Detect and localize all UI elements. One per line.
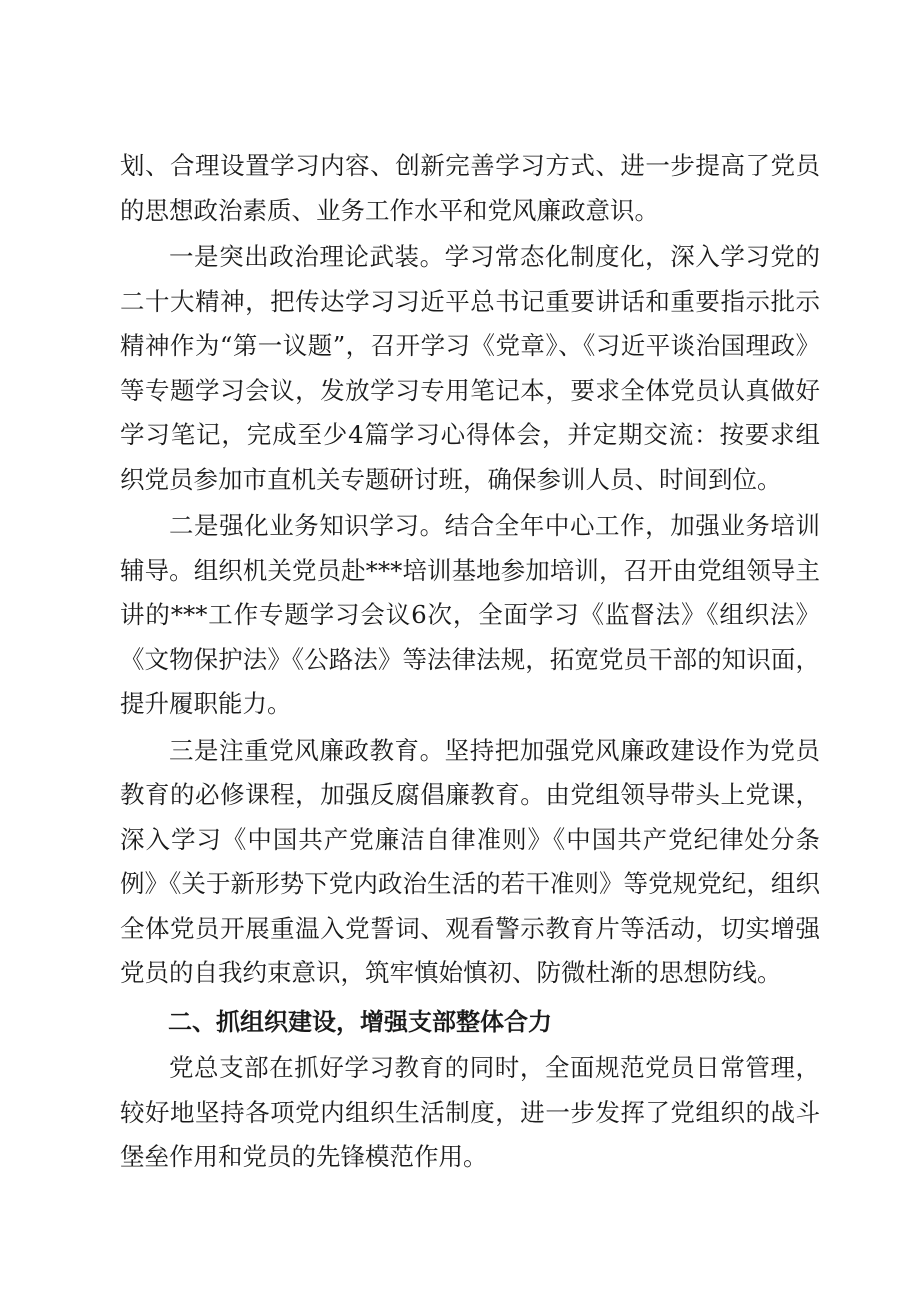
paragraph-continuation: 划、合理设置学习内容、创新完善学习方式、进一步提高了党员的思想政治素质、业务工作水平和党风廉政意识。	[120, 151, 820, 225]
document-body	[120, 144, 820, 1182]
paragraph-political-theory: 一是突出政治理论武装。学习常态化制度化，深入学习党的二十大精神，把传达学习习近平总书记重要讲话和重要指示批示精神作为“第一议题”，召开学习《党章》、《习近平谈治国理政》等专题学习会议，发放学习专用笔记本，要求全体党员认真做好学习笔记，完成至少4篇学习心得体会，并定期交流：按要求组织党员参加市直机关专题研讨班，确保参训人员、时间到位。	[120, 242, 820, 494]
paragraph-business-knowledge: 二是强化业务知识学习。结合全年中心工作，加强业务培训辅导。组织机关党员赴***培训基地参加培训，召开由党组领导主讲的***工作专题学习会议6次，全面学习《监督法》《组织法》《文物保护法》《公路法》等法律法规，拓宽党员干部的知识面，提升履职能力。	[120, 511, 820, 718]
paragraph-integrity-education: 三是注重党风廉政教育。坚持把加强党风廉政建设作为党员教育的必修课程，加强反腐倡廉教育。由党组领导带头上党课，深入学习《中国共产党廉洁自律准则》《中国共产党纪律处分条例》《关于新形势下党内政治生活的若干准则》等党规党纪，组织全体党员开展重温入党誓词、观看警示教育片等活动，切实增强党员的自我约束意识，筑牢慎始慎初、防微杜渐的思想防线。	[120, 735, 820, 987]
section-heading: 二、抓组织建设，增强支部整体合力	[168, 1007, 552, 1036]
paragraph-organization: 党总支部在抓好学习教育的同时，全面规范党员日常管理，较好地坚持各项党内组织生活制度，进一步发挥了党组织的战斗堡垒作用和党员的先锋模范作用。	[120, 1053, 820, 1171]
